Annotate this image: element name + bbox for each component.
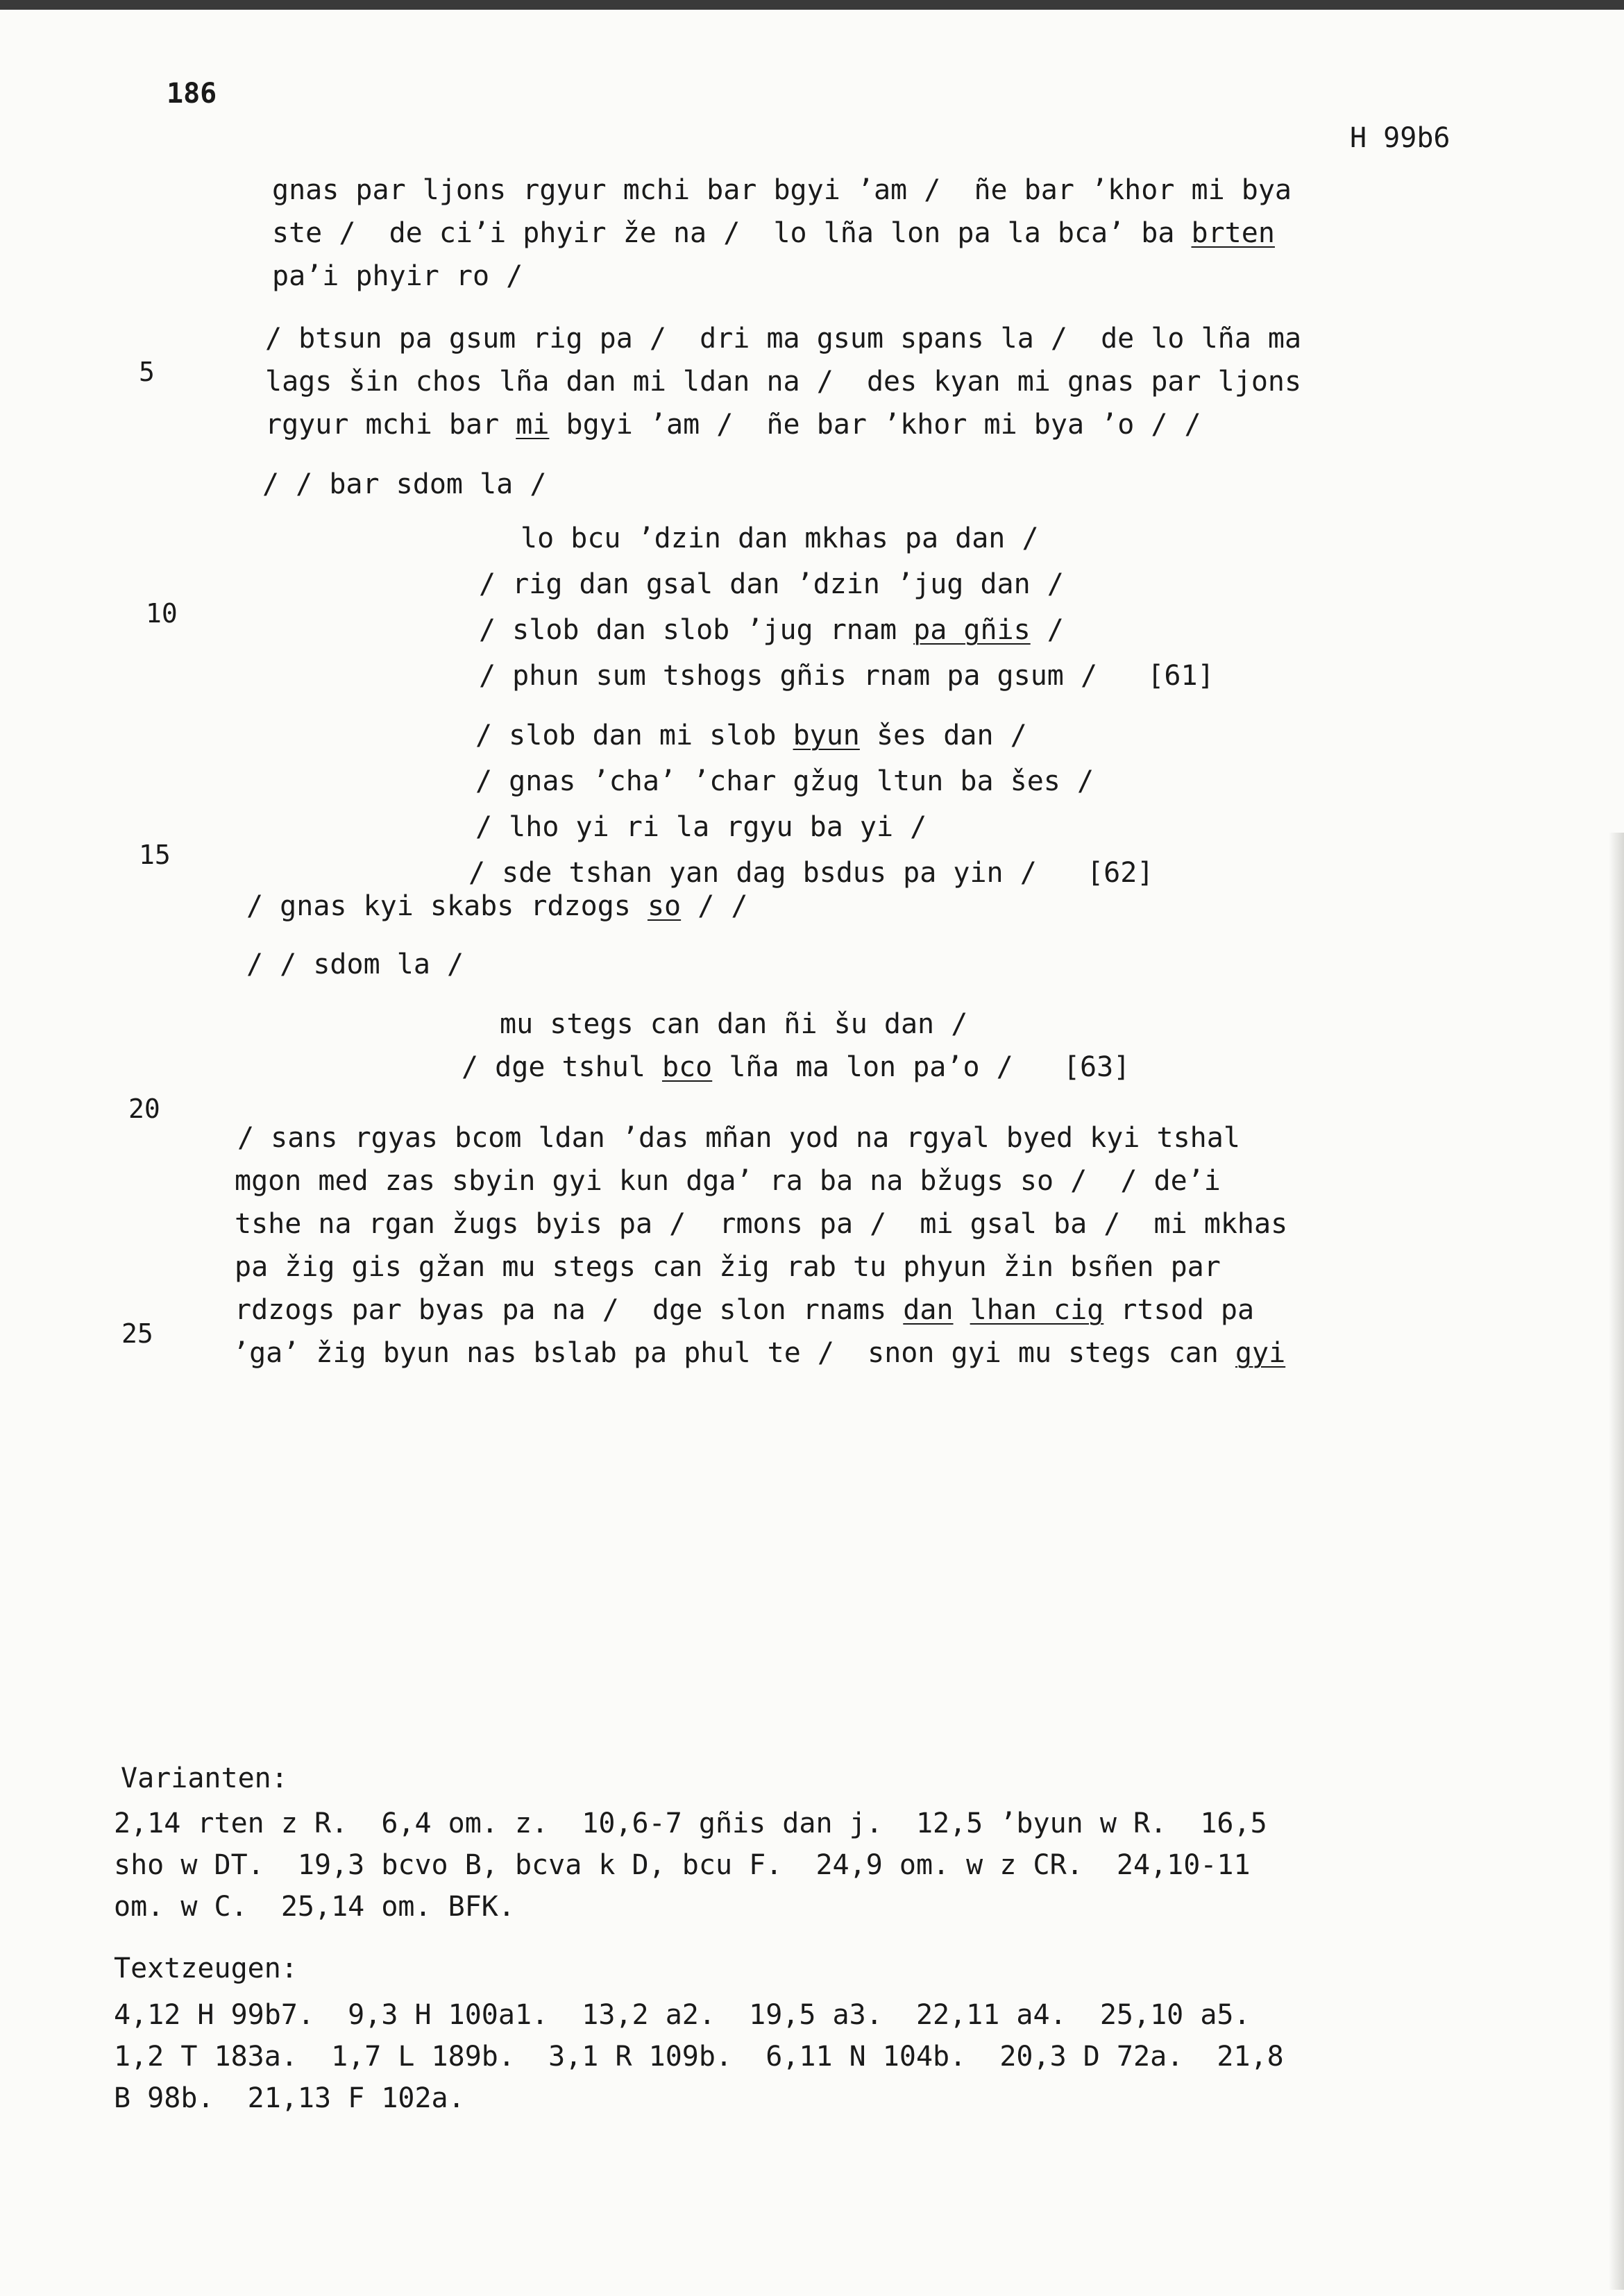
text-line: pa žig gis gžan mu stegs can žig rab tu phyun žin bsñen par <box>235 1251 1221 1283</box>
verse-line: mu stegs can dan ñi šu dan / <box>500 1008 968 1040</box>
text-line: pa’i phyir ro / <box>272 260 523 292</box>
textzeugen-line: 4,12 H 99b7. 9,3 H 100a1. 13,2 a2. 19,5 a3. 22,11 a4. 25,10 a5. <box>114 1999 1251 2031</box>
page-top-edge <box>0 0 1624 10</box>
text-line: tshe na rgan žugs byis pa / rmons pa / mi gsal ba / mi mkhas <box>235 1208 1288 1240</box>
text-line: rgyur mchi bar mi bgyi ’am / ñe bar ’khor mi bya ’o / / <box>265 409 1201 441</box>
verse-line: / gnas ’cha’ ’char gžug ltun ba šes / <box>475 765 1094 797</box>
verse-line: / phun sum tshogs gñis rnam pa gsum / [61] <box>479 660 1215 692</box>
text-line: ’ga’ žig byun nas bslab pa phul te / snon gyi mu stegs can gyi <box>232 1337 1286 1369</box>
verse-line: / rig dan gsal dan ’dzin ’jug dan / <box>479 568 1064 600</box>
line-number: 15 <box>139 840 171 870</box>
text-line: / btsun pa gsum rig pa / dri ma gsum spans la / de lo lña ma <box>265 323 1302 355</box>
text-line: mgon med zas sbyin gyi kun dga’ ra ba na bžugs so / / de’i <box>235 1165 1221 1197</box>
folio-reference: H 99b6 <box>1350 122 1450 154</box>
textzeugen-line: 1,2 T 183a. 1,7 L 189b. 3,1 R 109b. 6,11 N 104b. 20,3 D 72a. 21,8 <box>114 2041 1284 2073</box>
text-line: gnas par ljons rgyur mchi bar bgyi ’am / ñe bar ’khor mi bya <box>272 174 1292 206</box>
page-right-edge-shadow <box>1609 833 1624 2290</box>
line-number: 25 <box>121 1318 153 1349</box>
line-number: 10 <box>146 598 178 629</box>
text-line: / sans rgyas bcom ldan ’das mñan yod na rgyal byed kyi tshal <box>237 1122 1240 1154</box>
verse-line: / dge tshul bco lña ma lon pa’o / [63] <box>462 1051 1131 1083</box>
line-number: 20 <box>128 1094 160 1124</box>
verse-line: lo bcu ’dzin dan mkhas pa dan / <box>521 522 1039 554</box>
text-line: / gnas kyi skabs rdzogs so / / <box>246 890 748 922</box>
varianten-line: om. w C. 25,14 om. BFK. <box>114 1891 515 1923</box>
verse-line: / slob dan mi slob byun šes dan / <box>475 720 1027 751</box>
varianten-heading: Varianten: <box>121 1762 288 1794</box>
varianten-line: sho w DT. 19,3 bcvo B, bcva k D, bcu F. 24,9 om. w z CR. 24,10-11 <box>114 1849 1251 1881</box>
text-line: lags šin chos lña dan mi ldan na / des kyan mi gnas par ljons <box>265 366 1302 398</box>
verse-line: / lho yi ri la rgyu ba yi / <box>475 811 927 843</box>
line-number: 5 <box>139 357 155 387</box>
textzeugen-heading: Textzeugen: <box>114 1953 298 1984</box>
verse-line: / slob dan slob ’jug rnam pa gñis / <box>479 614 1064 646</box>
verse-line: / sde tshan yan dag bsdus pa yin / [62] <box>468 857 1154 889</box>
textzeugen-line: B 98b. 21,13 F 102a. <box>114 2082 465 2114</box>
text-line: / / bar sdom la / <box>262 468 547 500</box>
varianten-line: 2,14 rten z R. 6,4 om. z. 10,6-7 gñis dan j. 12,5 ’byun w R. 16,5 <box>114 1808 1267 1839</box>
page-number: 186 <box>167 78 217 110</box>
text-line: / / sdom la / <box>246 949 464 980</box>
text-line: ste / de ci’i phyir že na / lo lña lon pa la bca’ ba brten <box>272 217 1275 249</box>
text-line: rdzogs par byas pa na / dge slon rnams dan lhan cig rtsod pa <box>235 1294 1255 1326</box>
